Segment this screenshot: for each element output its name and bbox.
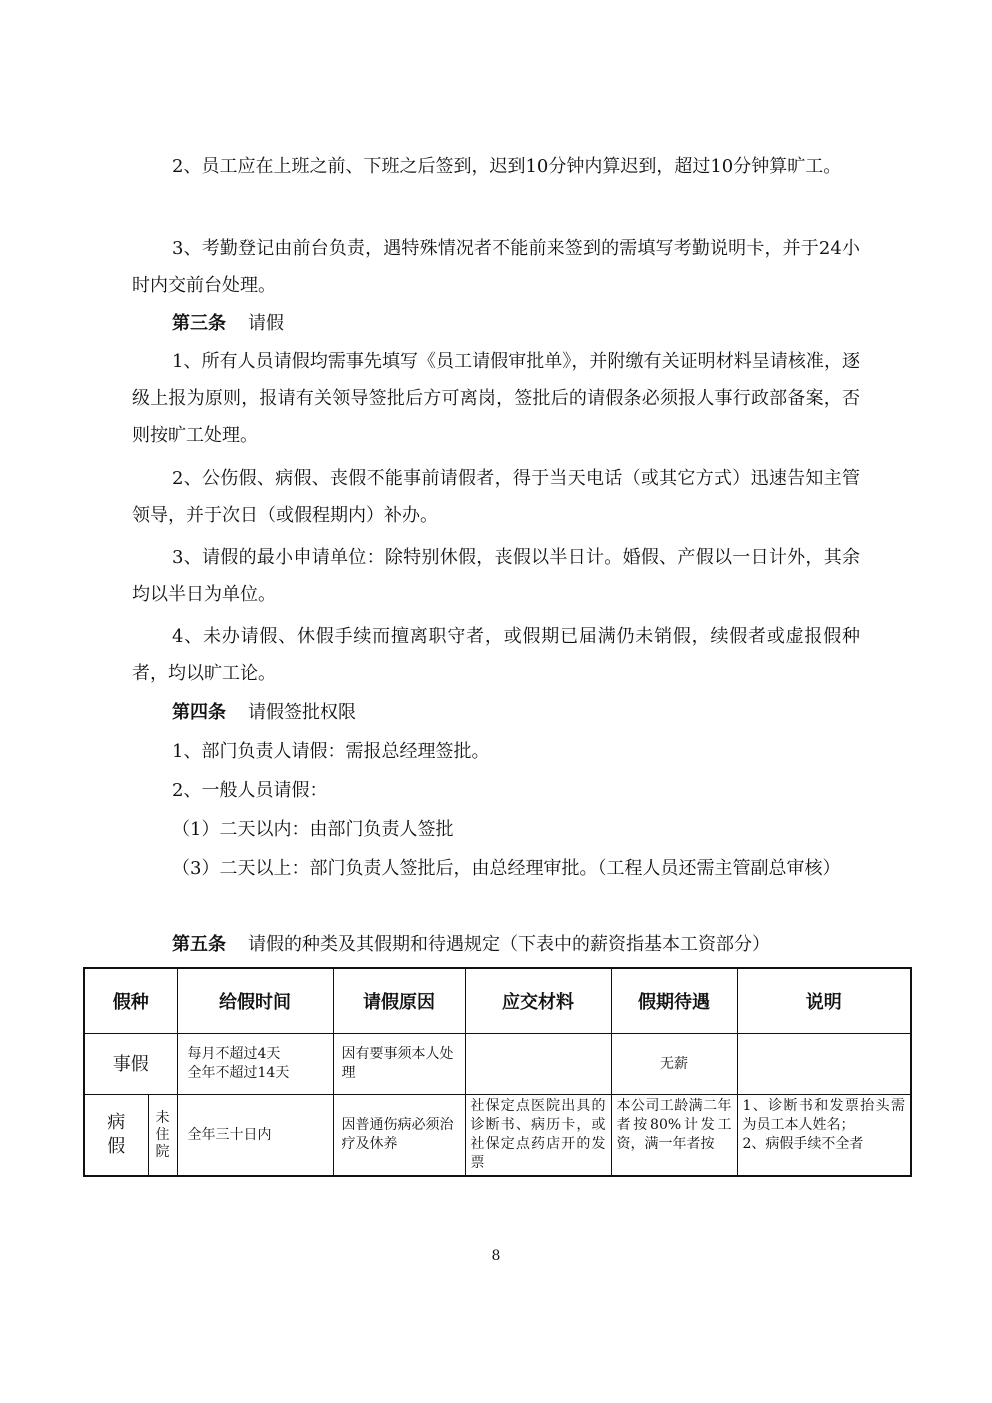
table-row: [84, 1034, 911, 1095]
notes-line: 2、病假手续不全者: [742, 1136, 864, 1152]
paragraph-within-two-days: （1）二天以内：由部门负责人签批: [172, 819, 454, 840]
vertical-char: 未: [155, 1109, 170, 1126]
cell-notes: [737, 1034, 911, 1095]
paragraph-absence: 4、未办请假、休假手续而擅离职守者，或假期已届满仍未销假，续假者或虚报假种者，均以旷工论。: [132, 626, 860, 684]
paragraph-minimum-unit: 3、请假的最小申请单位：除特别休假，丧假以半日计。婚假、产假以一日计外，其余均以半日为单位。: [132, 547, 860, 605]
cell-notes: [737, 1095, 911, 1177]
table-row: [84, 1095, 911, 1177]
section-heading-3: [172, 305, 284, 342]
cell-leave-subtype: [148, 1095, 177, 1177]
vertical-char: 院: [155, 1143, 170, 1160]
section-number: 第三条: [172, 313, 226, 334]
section-heading-4: [172, 694, 356, 731]
paragraph-over-two-days-text: （3）二天以上：部门负责人签批后，由总经理审批。（工程人员还需主管副总审核）: [172, 858, 841, 879]
cell-line: 每月不超过4天: [187, 1046, 281, 1062]
section-number: 第四条: [172, 702, 226, 723]
section-title: 请假签批权限: [248, 702, 356, 723]
cell-pay: 无薪: [611, 1034, 737, 1095]
pay-text: 本公司工龄满二年者按80%计发工资，满一年者按: [616, 1098, 732, 1152]
header-leave-time: 给假时间: [177, 968, 333, 1034]
paragraph-leave-approval-form: 1、所有人员请假均需事先填写《员工请假审批单》，并附缴有关证明材料呈请核准，逐级上报为原则，报请有关领导签批后方可离岗，签批后的请假条必须报人事行政部备案，否则按旷工处理。: [132, 351, 860, 446]
header-notes: 说明: [737, 968, 911, 1034]
paragraph-signin: 2、员工应在上班之前、下班之后签到，迟到10分钟内算迟到，超过10分钟算旷工。: [172, 156, 842, 177]
cell-materials: [465, 1034, 611, 1095]
paragraph-dept-head-leave: 1、部门负责人请假：需报总经理签批。: [172, 741, 490, 762]
vertical-char: 假: [107, 1136, 126, 1157]
paragraph-emergency-leave: 2、公伤假、病假、丧假不能事前请假者，得于当天电话（或其它方式）迅速告知主管领导，并于次日（或假程期内）补办。: [132, 468, 860, 526]
cell-leave-reason: 因普通伤病必须治疗及休养: [333, 1095, 465, 1177]
section-heading-5: [172, 926, 770, 963]
header-materials: 应交材料: [465, 968, 611, 1034]
section-number: 第五条: [172, 934, 226, 955]
paragraph-over-two-days: [172, 850, 860, 887]
header-pay: 假期待遇: [611, 968, 737, 1034]
leave-types-table: [83, 967, 912, 1177]
header-leave-type: 假种: [84, 968, 177, 1034]
page-number: 8: [491, 1248, 501, 1264]
paragraph-general-staff-leave: 2、一般人员请假：: [172, 780, 328, 801]
cell-materials: [465, 1095, 611, 1177]
cell-pay: [611, 1095, 737, 1177]
cell-leave-type: 事假: [84, 1034, 177, 1095]
cell-leave-time: [177, 1034, 333, 1095]
cell-leave-type-sick: [84, 1095, 148, 1177]
cell-leave-reason: 因有要事须本人处理: [333, 1034, 465, 1095]
vertical-char: 病: [107, 1112, 126, 1133]
notes-line: 1、诊断书和发票抬头需为员工本人姓名；: [742, 1098, 905, 1133]
materials-text: 社保定点医院出具的诊断书、病历卡，或社保定点药店开的发票: [470, 1098, 606, 1171]
paragraph-attendance-registration: 3、考勤登记由前台负责，遇特殊情况者不能前来签到的需填写考勤说明卡，并于24小时内交前台处理。: [132, 238, 860, 296]
section-title: 请假的种类及其假期和待遇规定（下表中的薪资指基本工资部分）: [248, 934, 770, 955]
vertical-char: 住: [155, 1126, 170, 1143]
header-leave-reason: 请假原因: [333, 968, 465, 1034]
cell-line: 全年不超过14天: [187, 1065, 290, 1081]
cell-leave-time: 全年三十日内: [177, 1095, 333, 1177]
table-header-row: [84, 968, 911, 1034]
section-title: 请假: [248, 313, 284, 334]
